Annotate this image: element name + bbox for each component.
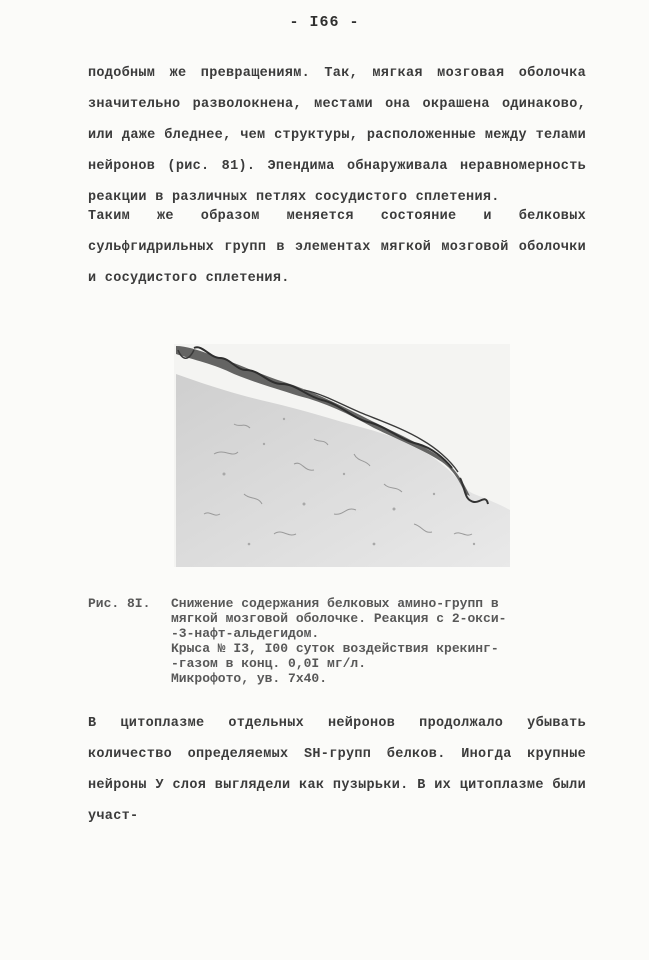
caption-line: мягкой мозговой оболочке. Реакция с 2-окси- xyxy=(171,611,507,626)
figure-label: Рис. 8I. xyxy=(88,596,151,611)
paragraph-1: подобным же превращениям. Так, мягкая мозговая оболочка значительно разволокнена, местами она окрашена одинаково, или даже бледнее, чем структуры, расположенные между телами нейронов (рис. 81). Эпендима обнаруживала неравномерность реакции в различных петлях сосудистого сплетения. xyxy=(88,66,586,205)
micrograph-image xyxy=(174,344,510,567)
caption-line: -газом в конц. 0,0I мг/л. xyxy=(171,656,367,671)
figure-caption-body xyxy=(171,596,561,686)
page-number: - I66 - xyxy=(289,14,360,31)
caption-line: Крыса № I3, I00 суток воздействия крекинг- xyxy=(171,641,499,656)
caption-line: -3-нафт-альдегидом. xyxy=(171,626,320,641)
caption-line: Микрофото, ув. 7х40. xyxy=(171,671,328,686)
paragraph-3: В цитоплазме отдельных нейронов продолжало убывать количество определяемых SH-групп белков. Иногда крупные нейроны У слоя выглядели как пузырьки. В их цитоплазме были участ- xyxy=(88,716,586,824)
paragraph-2: Таким же образом меняется состояние и белковых сульфгидрильных групп в элементах мягкой мозговой оболочки и сосудистого сплетения. xyxy=(88,209,586,286)
caption-line: Снижение содержания белковых амино-групп в xyxy=(171,596,499,611)
